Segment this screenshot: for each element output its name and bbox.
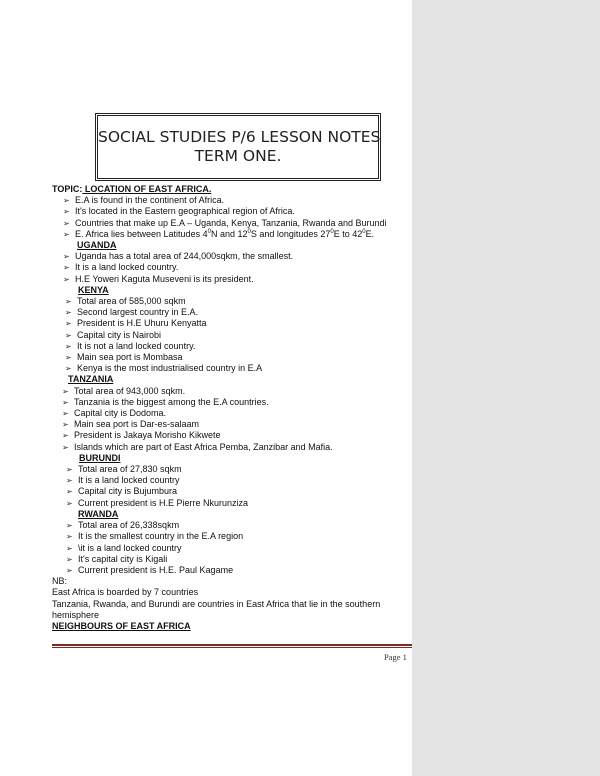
bullet-arrow-icon: ➢ bbox=[63, 263, 70, 273]
bullet-arrow-icon: ➢ bbox=[63, 274, 70, 284]
list-item: ➢ \it is a land locked country bbox=[66, 542, 182, 553]
note-label: NB: bbox=[52, 576, 68, 587]
lesson-content bbox=[52, 184, 412, 632]
bullet-arrow-icon: ➢ bbox=[62, 431, 69, 441]
list-item: ➢ Islands which are part of East Africa Pemba, Zanzibar and Mafia. bbox=[62, 441, 333, 452]
bullet-arrow-icon: ➢ bbox=[62, 397, 69, 407]
heading-burundi: BURUNDI bbox=[79, 452, 121, 463]
topic-prefix: TOPIC: bbox=[52, 184, 83, 194]
list-item: ➢ Second largest country in E.A. bbox=[65, 307, 199, 318]
list-item: ➢ Main sea port is Dar-es-salaam bbox=[62, 419, 200, 430]
bullet-arrow-icon: ➢ bbox=[66, 487, 73, 497]
heading-tanzania: TANZANIA bbox=[68, 374, 114, 385]
bullet-arrow-icon: ➢ bbox=[66, 554, 73, 564]
list-item: ➢ E. Africa lies between Latitudes $4^0N$ and $12^0S$ and longitudes $27^0E$ to $42^0E$. bbox=[63, 228, 375, 239]
list-item: ➢ Current president is H.E Pierre Nkurunziza bbox=[66, 497, 249, 508]
list-item: ➢ It is the smallest country in the E.A region bbox=[66, 531, 244, 542]
list-item: ➢ E.A is found in the continent of Africa. bbox=[63, 195, 225, 206]
list-item: ➢ It is a land locked country bbox=[66, 475, 180, 486]
list-item: ➢ Current president is H.E. Paul Kagame bbox=[66, 564, 234, 575]
list-item: ➢ Total area of 943,000 sqkm. bbox=[62, 385, 186, 396]
heading-neighbours: NEIGHBOURS OF EAST AFRICA bbox=[52, 620, 191, 631]
footer-rule bbox=[52, 644, 412, 646]
list-item: ➢ Kenya is the most industrialised country in E.A bbox=[65, 363, 263, 374]
bullet-arrow-icon: ➢ bbox=[65, 297, 72, 307]
list-item: ➢ Total area of 27,830 sqkm bbox=[66, 464, 182, 475]
note-line-2: Tanzania, Rwanda, and Burundi are countries in East Africa that lie in the southern bbox=[52, 598, 381, 609]
list-item: ➢ It's located in the Eastern geographical region of Africa. bbox=[63, 206, 295, 217]
page-number: Page 1 bbox=[384, 652, 407, 662]
bullet-arrow-icon: ➢ bbox=[65, 364, 72, 374]
note-line-1: East Africa is boarded by 7 countries bbox=[52, 587, 199, 598]
list-item: ➢ Total area of 26,338sqkm bbox=[66, 520, 180, 531]
bullet-arrow-icon: ➢ bbox=[62, 442, 69, 452]
bullet-arrow-icon: ➢ bbox=[62, 420, 69, 430]
bullet-arrow-icon: ➢ bbox=[65, 341, 72, 351]
title-line-2: TERM ONE. bbox=[194, 147, 282, 165]
heading-rwanda: RWANDA bbox=[78, 508, 119, 519]
bullet-arrow-icon: ➢ bbox=[66, 532, 73, 542]
bullet-arrow-icon: ➢ bbox=[63, 196, 70, 206]
list-item: ➢ H.E Yoweri Kaguta Museveni is its president. bbox=[63, 273, 254, 284]
bullet-arrow-icon: ➢ bbox=[66, 521, 73, 531]
bullet-arrow-icon: ➢ bbox=[63, 218, 70, 228]
bullet-arrow-icon: ➢ bbox=[63, 229, 70, 239]
note-line-3: hemisphere bbox=[52, 609, 100, 620]
list-item: ➢ President is Jakaya Morisho Kikwete bbox=[62, 430, 221, 441]
list-item: ➢ Tanzania is the biggest among the E.A countries. bbox=[62, 396, 269, 407]
list-item: ➢ Capital city is Nairobi bbox=[65, 329, 162, 340]
list-item: ➢ Total area of 585,000 sqkm bbox=[65, 296, 186, 307]
bullet-arrow-icon: ➢ bbox=[65, 330, 72, 340]
list-item: ➢ Capital city is Bujumbura bbox=[66, 486, 178, 497]
title-box bbox=[95, 113, 381, 181]
bullet-arrow-icon: ➢ bbox=[66, 476, 73, 486]
topic-title: LOCATION OF EAST AFRICA. bbox=[82, 184, 212, 194]
bullet-arrow-icon: ➢ bbox=[62, 409, 69, 419]
bullet-arrow-icon: ➢ bbox=[66, 498, 73, 508]
bullet-arrow-icon: ➢ bbox=[66, 543, 73, 553]
bullet-arrow-icon: ➢ bbox=[65, 308, 72, 318]
heading-kenya: KENYA bbox=[78, 284, 109, 295]
list-item: ➢ Main sea port is Mombasa bbox=[65, 352, 183, 363]
list-item: ➢ Uganda has a total area of 244,000sqkm, the smallest. bbox=[63, 251, 294, 262]
list-item: ➢ President is H.E Uhuru Kenyatta bbox=[65, 318, 207, 329]
bullet-arrow-icon: ➢ bbox=[66, 565, 73, 575]
list-item: ➢ Countries that make up E.A – Uganda, Kenya, Tanzania, Rwanda and Burundi bbox=[63, 217, 387, 228]
comment-sidebar bbox=[412, 0, 600, 776]
list-item: ➢ It's capital city is Kigali bbox=[66, 553, 168, 564]
bullet-arrow-icon: ➢ bbox=[66, 465, 73, 475]
topic-line bbox=[52, 184, 412, 195]
list-item: ➢ Capital city is Dodoma. bbox=[62, 408, 167, 419]
bullet-arrow-icon: ➢ bbox=[62, 386, 69, 396]
heading-uganda: UGANDA bbox=[77, 240, 117, 251]
bullet-arrow-icon: ➢ bbox=[65, 353, 72, 363]
title-line-1: SOCIAL STUDIES P/6 LESSON NOTES bbox=[98, 128, 381, 146]
bullet-arrow-icon: ➢ bbox=[65, 319, 72, 329]
bullet-arrow-icon: ➢ bbox=[63, 252, 70, 262]
footer-rule-thin bbox=[52, 647, 412, 648]
list-item: ➢ It is a land locked country. bbox=[63, 262, 179, 273]
list-item: ➢ It is not a land locked country. bbox=[65, 340, 196, 351]
bullet-arrow-icon: ➢ bbox=[63, 207, 70, 217]
